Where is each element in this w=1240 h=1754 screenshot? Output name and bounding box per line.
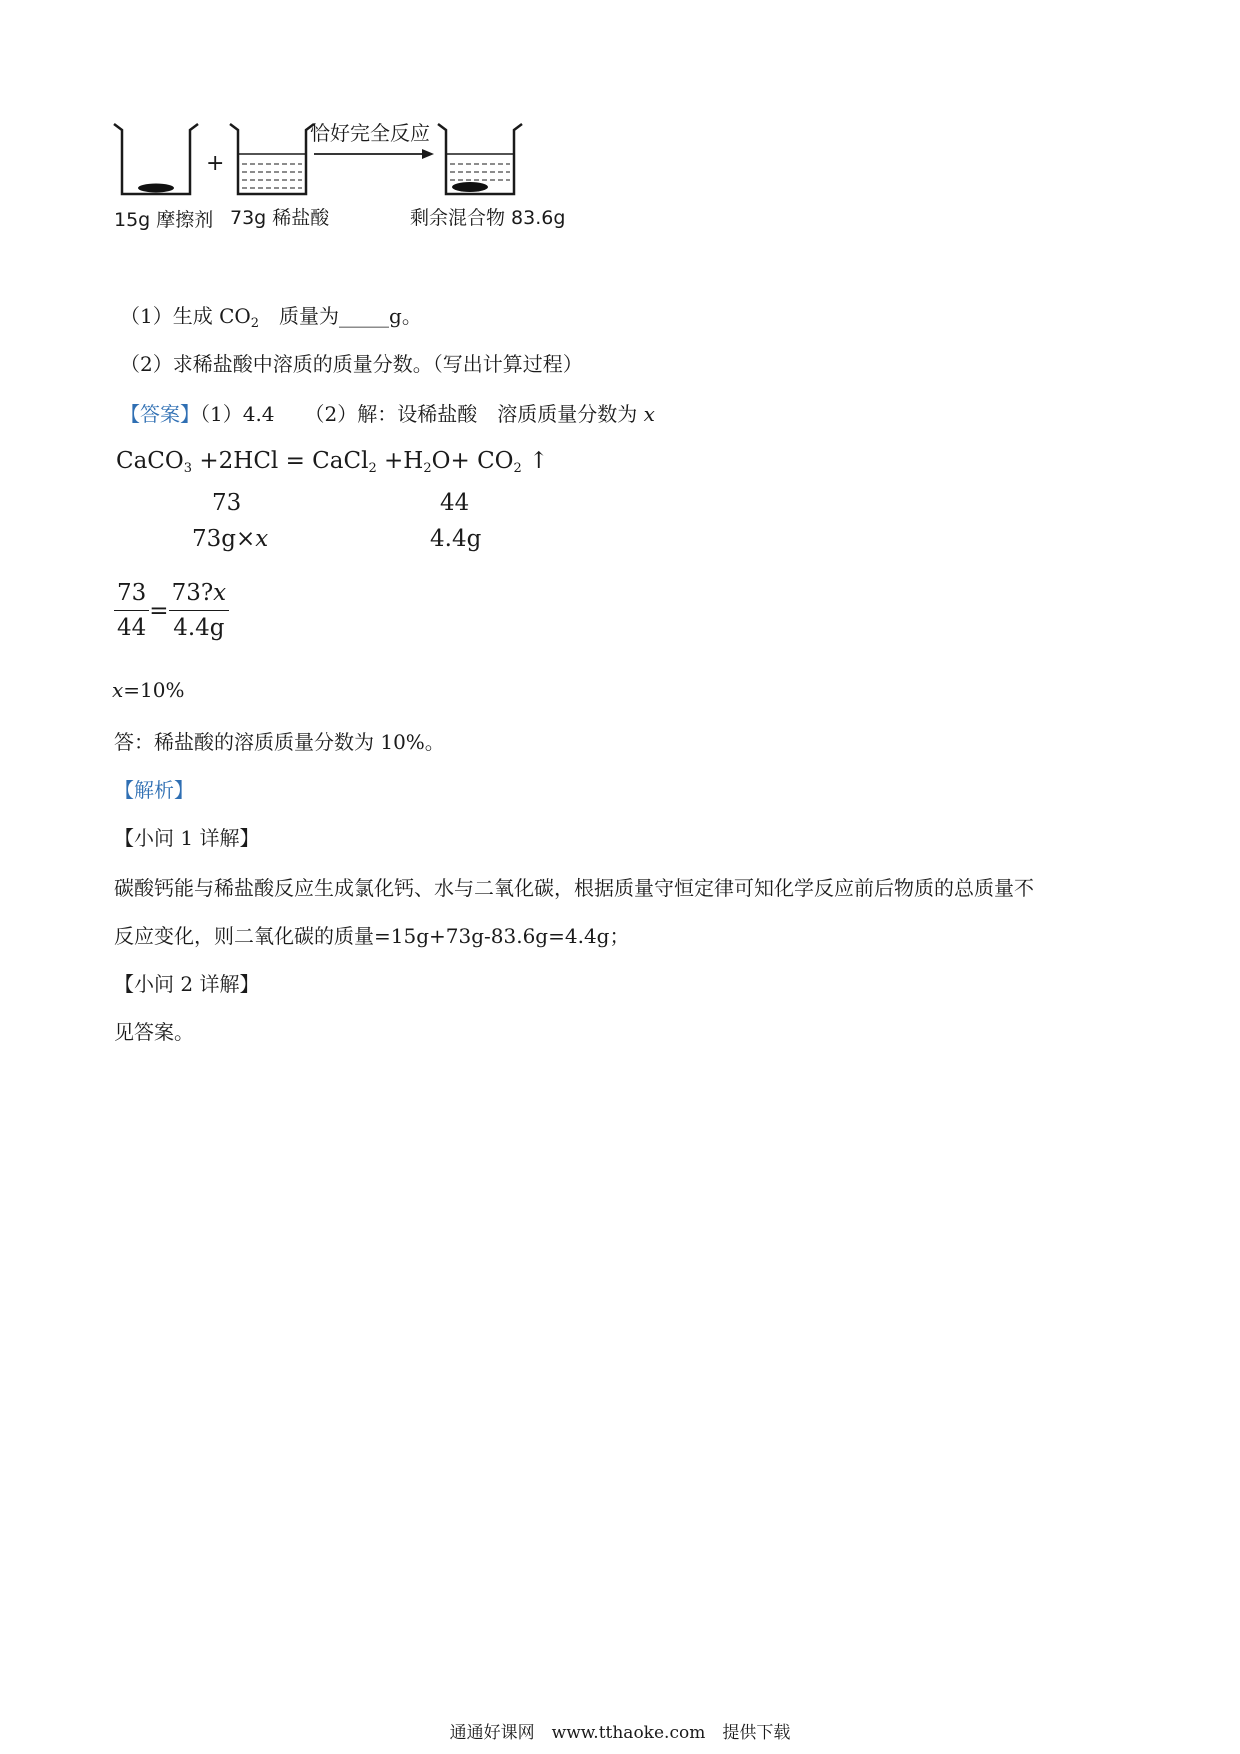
svg-text:恰好完全反应: 恰好完全反应 (310, 121, 430, 145)
sub1-line1: 碳酸钙能与稀盐酸反应生成氯化钙、水与二氧化碳，根据质量守恒定律可知化学反应前后物质的总质量不 (114, 876, 1034, 900)
equals-sign: = (149, 597, 169, 624)
answer-tag: 【答案】 (120, 402, 200, 426)
conclusion: 答：稀盐酸的溶质质量分数为 10%。 (114, 730, 445, 754)
question-2: （2）求稀盐酸中溶质的质量分数。（写出计算过程） (120, 352, 583, 376)
sub1-title: 【小问 1 详解】 (114, 826, 260, 850)
footer-text: 通通好课网 www.tthaoke.com 提供下载 (449, 1723, 791, 1743)
beaker-2-label: 73g 稀盐酸 (230, 207, 330, 229)
beaker-2 (230, 124, 314, 194)
result-line: x=10% (112, 678, 185, 702)
powder-solid (138, 184, 174, 193)
sub1-line2: 反应变化，则二氧化碳的质量=15g+73g-83.6g=4.4g； (114, 924, 630, 948)
sub2-title: 【小问 2 详解】 (114, 972, 260, 996)
beaker-3-label: 剩余混合物 83.6g (410, 207, 566, 229)
ratio-left: 73 (212, 490, 242, 516)
mass-right: 4.4g (430, 526, 482, 552)
residue-solid (452, 182, 488, 192)
reaction-arrow (310, 121, 434, 159)
fraction-left: $\frac{73}{44}$ (114, 580, 149, 641)
proportion (114, 580, 229, 641)
answer-line: 【答案】（1）4.4 （2）解：设稀盐酸 溶质质量分数为 x (120, 402, 655, 426)
mass-left: 73g×x (192, 526, 269, 552)
chemical-equation: CaCO$_3$ +2HCl = CaCl$_2$ $+H_2O+ CO_2$ ↑ (116, 448, 549, 476)
beaker-1 (114, 124, 198, 194)
question-1: （1）生成 $CO_2$ 质量为_____g。 (120, 304, 422, 331)
fraction-right: $\frac{73?x}{4.4g}$ (169, 580, 230, 641)
beaker-3 (438, 124, 522, 194)
analysis-tag: 【解析】 (114, 778, 194, 802)
plus-sign: + (206, 151, 225, 176)
ratio-right: 44 (440, 490, 470, 516)
sub2-text: 见答案。 (114, 1020, 194, 1044)
reaction-diagram (110, 110, 650, 270)
beaker-1-label: 15g 摩擦剂 (114, 209, 214, 231)
